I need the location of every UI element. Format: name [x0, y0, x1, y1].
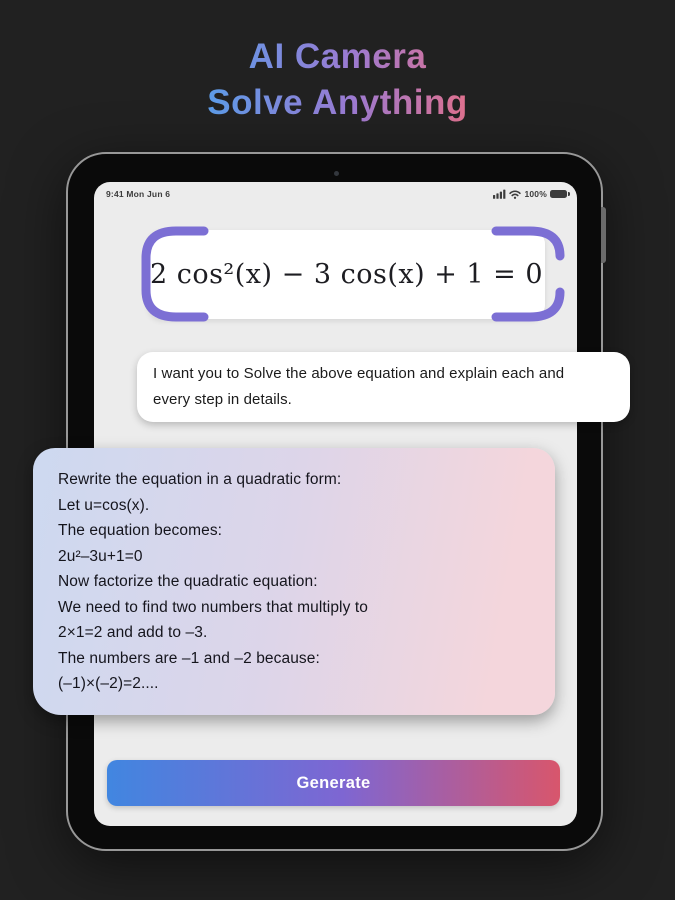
title-line-1: AI Camera	[248, 37, 427, 76]
scanned-equation: 2 cos²(x) − 3 cos(x) + 1 = 0	[149, 259, 544, 290]
battery-percent-label: 100%	[524, 189, 547, 199]
front-camera-icon	[334, 171, 339, 176]
question-line: I want you to Solve the above equation and explain each and	[153, 365, 565, 382]
scanned-equation-card	[148, 230, 545, 319]
answer-line: Rewrite the equation in a quadratic form:	[58, 471, 342, 488]
question-line: every step in details.	[153, 391, 292, 408]
answer-line: (–1)×(–2)=2....	[58, 675, 159, 692]
answer-line: The numbers are –1 and –2 because:	[58, 649, 320, 667]
page-title-gradient-text	[207, 34, 467, 126]
answer-line: Now factorize the quadratic equation:	[58, 573, 318, 590]
title-line-2: Solve Anything	[207, 83, 468, 122]
tablet-side-button	[601, 207, 606, 263]
answer-line: 2×1=2 and add to –3.	[58, 624, 208, 641]
cellular-signal-icon	[493, 189, 506, 199]
answer-line: 2u²–3u+1=0	[58, 547, 143, 565]
ai-answer-bubble	[33, 448, 555, 715]
status-indicators	[493, 189, 567, 199]
page-title	[0, 34, 675, 126]
answer-line: Let u=cos(x).	[58, 496, 150, 514]
user-question-bubble	[137, 352, 630, 422]
answer-line: The equation becomes:	[58, 522, 223, 539]
status-time-date: 9:41 Mon Jun 6	[106, 189, 171, 199]
wifi-icon	[509, 190, 521, 199]
answer-line: We need to find two numbers that multiply to	[58, 598, 368, 616]
battery-icon	[550, 190, 567, 198]
generate-button[interactable]: Generate	[107, 760, 560, 806]
status-bar	[94, 182, 577, 202]
